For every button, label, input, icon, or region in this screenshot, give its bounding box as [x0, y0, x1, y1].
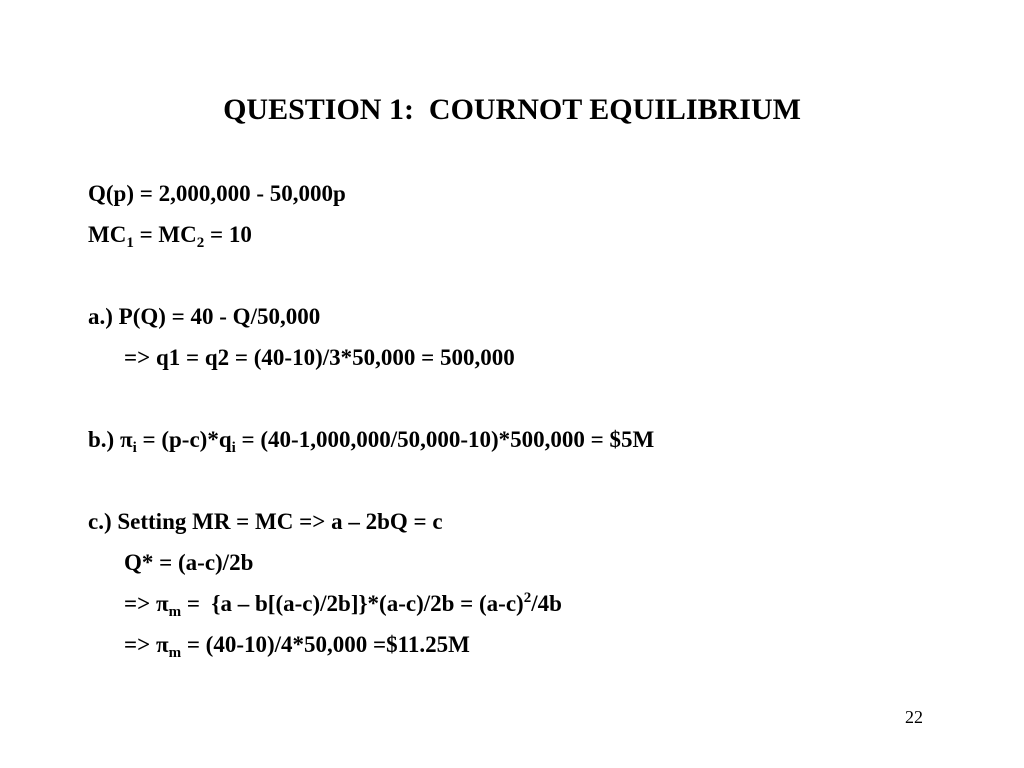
- mc-text-c: = 10: [204, 222, 252, 247]
- part-b-text-a: b.): [88, 427, 120, 452]
- superscript: 2: [523, 590, 532, 606]
- q-subscript: i: [231, 440, 236, 456]
- c2-text-c: /4b: [531, 591, 562, 616]
- c2-text-a: =>: [124, 591, 156, 616]
- slide-title: QUESTION 1: COURNOT EQUILIBRIUM: [223, 93, 801, 126]
- page-number: 22: [905, 707, 923, 727]
- mc-subscript-2: 2: [196, 235, 205, 251]
- marginal-cost-line: [88, 222, 252, 251]
- part-c-heading: c.) Setting MR = MC => a – 2bQ = c: [88, 509, 443, 534]
- pi-symbol: π: [155, 591, 169, 616]
- pi-subscript: i: [132, 440, 137, 456]
- pi-subscript: m: [168, 645, 182, 661]
- pi-symbol: π: [155, 632, 169, 657]
- part-a-result: => q1 = q2 = (40-10)/3*50,000 = 500,000: [124, 345, 515, 370]
- c2-text-b: = {a – b[(a-c)/2b]}*(a-c)/2b = (a-c): [181, 591, 524, 616]
- part-c-monopoly-profit-value: [124, 632, 470, 661]
- pi-symbol: π: [119, 427, 133, 452]
- demand-equation: Q(p) = 2,000,000 - 50,000p: [88, 181, 346, 206]
- mc-subscript-1: 1: [126, 235, 134, 251]
- part-c-monopoly-profit-formula: [124, 590, 562, 620]
- part-c-qstar: Q* = (a-c)/2b: [124, 550, 254, 575]
- part-b-text-b: = (p-c)*q: [136, 427, 232, 452]
- part-a-heading: a.) P(Q) = 40 - Q/50,000: [88, 304, 321, 329]
- mc-text-b: = MC: [133, 222, 197, 247]
- part-b-line: [88, 427, 655, 456]
- c3-text-b: = (40-10)/4*50,000 =$11.25M: [181, 632, 470, 657]
- pi-subscript: m: [168, 604, 182, 620]
- part-b-text-c: = (40-1,000,000/50,000-10)*500,000 = $5M: [235, 427, 655, 452]
- c3-text-a: =>: [124, 632, 156, 657]
- mc-text-a: MC: [88, 222, 127, 247]
